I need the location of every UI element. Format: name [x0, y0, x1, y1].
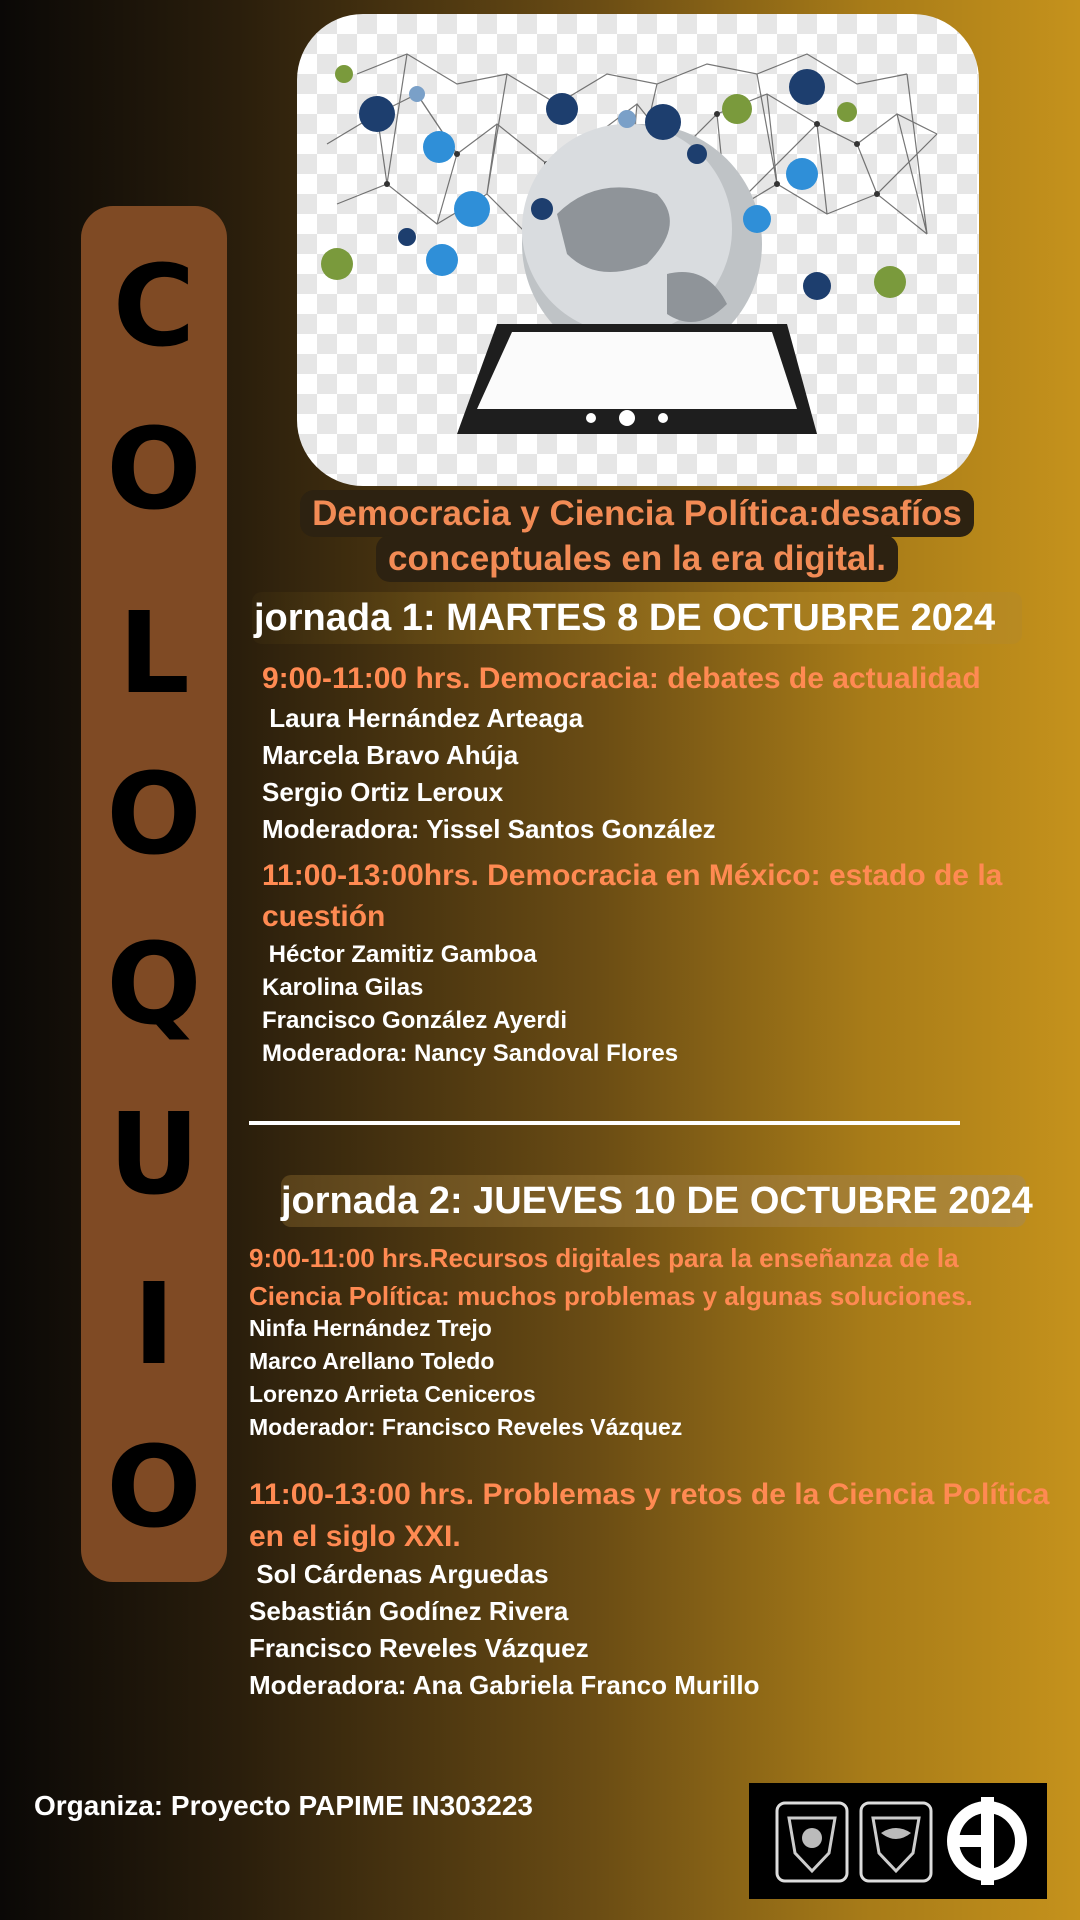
speaker-name: Karolina Gilas [262, 974, 424, 1001]
speaker-name: Marco Arellano Toledo [249, 1348, 495, 1374]
speaker-name: Francisco Reveles Vázquez [249, 1633, 589, 1663]
moderator-name: Moderador: Francisco Reveles Vázquez [249, 1414, 683, 1440]
speaker-name: Laura Hernández Arteaga [262, 703, 584, 733]
speaker-name: Ninfa Hernández Trejo [249, 1315, 492, 1341]
session-title-line: en el siglo XXI. [249, 1520, 461, 1553]
speaker-list [262, 938, 678, 1070]
day-1-heading: jornada 1: MARTES 8 DE OCTUBRE 2024 [252, 592, 1022, 644]
speaker-name: Sol Cárdenas Arguedas [249, 1559, 549, 1589]
unam-seal-icon [777, 1803, 847, 1881]
session-title-line: Ciencia Política: muchos problemas y algunas soluciones. [249, 1281, 973, 1311]
coloquio-vertical-banner [81, 206, 227, 1582]
speaker-list [249, 1556, 759, 1704]
moderator-name: Moderadora: Ana Gabriela Franco Murillo [249, 1670, 760, 1700]
speaker-name: Lorenzo Arrieta Ceniceros [249, 1381, 536, 1407]
banner-letter: U [108, 1090, 200, 1220]
speaker-list [249, 1312, 682, 1444]
network-globe-tablet-icon [297, 14, 979, 486]
fcpys-seal-icon [861, 1803, 931, 1881]
speaker-name: Sebastián Godínez Rivera [249, 1596, 569, 1626]
banner-letter: O [106, 1423, 202, 1553]
day-2-heading: jornada 2: JUEVES 10 DE OCTUBRE 2024 [281, 1175, 1026, 1227]
moderator-name: Moderadora: Yissel Santos González [262, 814, 716, 844]
banner-letter: Q [106, 920, 202, 1050]
session-title: 9:00-11:00 hrs. Democracia: debates de actualidad [262, 662, 981, 695]
hero-image [297, 14, 979, 486]
banner-letter: O [106, 750, 202, 880]
session-title-line: cuestión [262, 900, 386, 933]
speaker-name: Francisco González Ayerdi [262, 1007, 567, 1034]
session-title-line: 11:00-13:00hrs. Democracia en México: estado de la [262, 859, 1003, 892]
speaker-name: Sergio Ortiz Leroux [262, 777, 504, 807]
banner-letter: I [133, 1260, 175, 1390]
speaker-name: Héctor Zamitiz Gamboa [262, 941, 537, 968]
section-divider [249, 1121, 960, 1125]
banner-letter: O [106, 405, 202, 535]
speaker-list [262, 700, 716, 848]
banner-letter: C [112, 242, 196, 372]
session-title [249, 1474, 1049, 1558]
event-title-line-2: conceptuales en la era digital. [376, 535, 898, 582]
speaker-name: Marcela Bravo Ahúja [262, 740, 519, 770]
session-title-line: 11:00-13:00 hrs. Problemas y retos de la Ciencia Política [249, 1478, 1050, 1511]
event-title-line-1: Democracia y Ciencia Política:desafíos [300, 490, 974, 537]
banner-letter: L [118, 589, 190, 719]
moderator-name: Moderadora: Nancy Sandoval Flores [262, 1040, 679, 1067]
organizer-text: Organiza: Proyecto PAPIME IN303223 [34, 1790, 533, 1821]
session-title [249, 1239, 973, 1315]
institution-logos [749, 1783, 1047, 1899]
ed-logo-icon [947, 1797, 1027, 1885]
event-title [292, 490, 982, 582]
session-title-line: 9:00-11:00 hrs.Recursos digitales para la enseñanza de la [249, 1243, 959, 1273]
session-title [262, 855, 1002, 937]
